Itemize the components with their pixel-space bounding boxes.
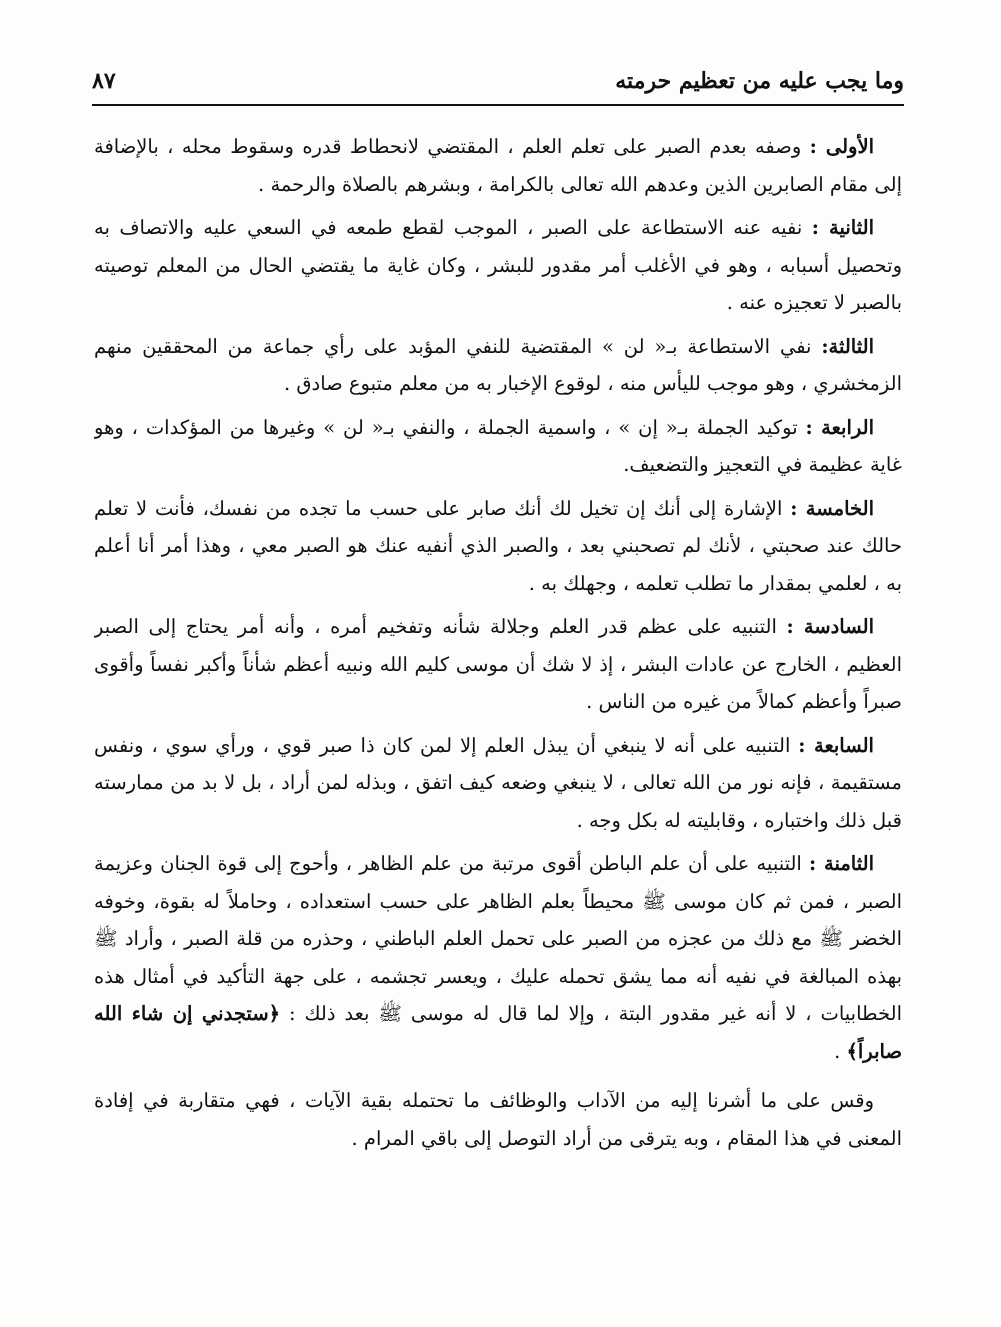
running-title: وما يجب عليه من تعظيم حرمته: [615, 68, 904, 94]
paragraph-text: التنبيه على أن علم الباطن أقوى مرتبة من علم الظاهر ، وأحوج إلى قوة الجنان وعزيمة الصبر ، فمن ثم كان موسى ﷺ محيطاً بعلم الظاهر على حسب استعداده ، وحاملاً له بقوة، وخوفه الخضر ﷺ مع ذلك من عجزه من الصبر على تحمل العلم الباطني ، وحذره من قلة الصبر ، وأراد ﷺ بهذه المبالغة في نفيه أنه مما يشق تحمله عليك ، ويعسر تجشمه ، على جهة التأكيد في أمثال هذه الخطابيات ، لا أنه غير مقدور البتة ، وإلا لما قال له موسى ﷺ بعد ذلك :: [94, 852, 902, 1025]
paragraph-sixth: [94, 608, 902, 721]
paragraph-eighth: [94, 845, 902, 1070]
body-text: [94, 128, 902, 1278]
paragraph-first: [94, 128, 902, 203]
paragraph-closing: [94, 1082, 902, 1157]
paragraph-lead: السابعة :: [798, 733, 874, 757]
paragraph-fourth: [94, 409, 902, 484]
paragraph-lead: الثالثة:: [821, 334, 874, 358]
paragraph-second: [94, 209, 902, 322]
quran-quote: ﴿ستجدني إن شاء الله صابراً﴾: [94, 1002, 902, 1063]
paragraph-text: التنبيه على عظم قدر العلم وجلالة شأنه وتفخيم أمره ، وأنه أمر يحتاج إلى الصبر العظيم ، الخارج عن عادات البشر ، إذ لا شك أن موسى كليم الله ونبيه أعظم شأناً وأكبر نفساً وأقوى صبراً وأعظم كمالاً من غيره من الناس .: [94, 615, 902, 713]
paragraph-text: نفي الاستطاعة بـ« لن » المقتضية للنفي المؤبد على رأي جماعة من المحققين منهم الزمخشري ، وهو موجب لليأس منه ، لوقوع الإخبار به من معلم متبوع صادق .: [94, 334, 902, 395]
paragraph-lead: السادسة :: [786, 615, 874, 638]
paragraph-text: وصفه بعدم الصبر على تعلم العلم ، المقتضي لانحطاط قدره وسقوط محله ، بالإضافة إلى مقام الصابرين الذين وعدهم الله تعالى بالكرامة ، وبشرهم بالصلاة والرحمة .: [94, 135, 902, 196]
paragraph-lead: الأولى :: [809, 135, 874, 158]
paragraph-fifth: [94, 490, 902, 603]
paragraph-text: وقس على ما أشرنا إليه من الآداب والوظائف ما تحتمله بقية الآيات ، فهي متقاربة في إفادة المعنى في هذا المقام ، وبه يترقى من أراد التوصل إلى باقي المرام .: [94, 1089, 902, 1150]
paragraph-text: توكيد الجملة بـ« إن » ، واسمية الجملة ، والنفي بـ« لن » وغيرها من المؤكدات ، وهو غاية عظيمة في التعجيز والتضعيف.: [94, 415, 902, 476]
paragraph-text: الإشارة إلى أنك إن تخيل لك أنك صابر على حسب ما تجده من نفسك، فأنت لا تعلم حالك عند صحبتي ، لأنك لم تصحبني بعد ، والصبر الذي أنفيه عنك هو الصبر معي ، وهذا أمر أنا أعلم به ، لعلمي بمقدار ما تطلب تعلمه ، وجهلك به .: [94, 496, 902, 595]
page-header: [92, 62, 904, 102]
paragraph-lead: الخامسة :: [790, 496, 874, 520]
paragraph-lead: الثانية :: [811, 216, 874, 239]
paragraph-third: [94, 328, 902, 403]
paragraph-lead: الثامنة :: [809, 852, 874, 875]
paragraph-tail: .: [834, 1039, 847, 1063]
paragraph-text: نفيه عنه الاستطاعة على الصبر ، الموجب لقطع طمعه في السعي عليه والاتصاف به وتحصيل أسبابه ، وهو في الأغلب أمر مقدور للبشر ، وكان غاية ما يقتضي الحال من المعلم توصيته بالصبر لا تعجيزه عنه .: [94, 216, 902, 314]
paragraph-seventh: [94, 727, 902, 840]
paragraph-text: التنبيه على أنه لا ينبغي أن يبذل العلم إلا لمن كان ذا صبر قوي ، ورأي سوي ، ونفس مستقيمة ، فإنه نور من الله تعالى ، لا ينبغي وضعه كيف اتفق ، وبذله لمن أراد ، بل لا بد من ممارسته قبل ذلك واختباره ، وقابليته له بكل وجه .: [94, 733, 902, 832]
header-rule: [92, 104, 904, 106]
paragraph-lead: الرابعة :: [805, 415, 874, 439]
page-number: ٨٧: [92, 68, 116, 94]
